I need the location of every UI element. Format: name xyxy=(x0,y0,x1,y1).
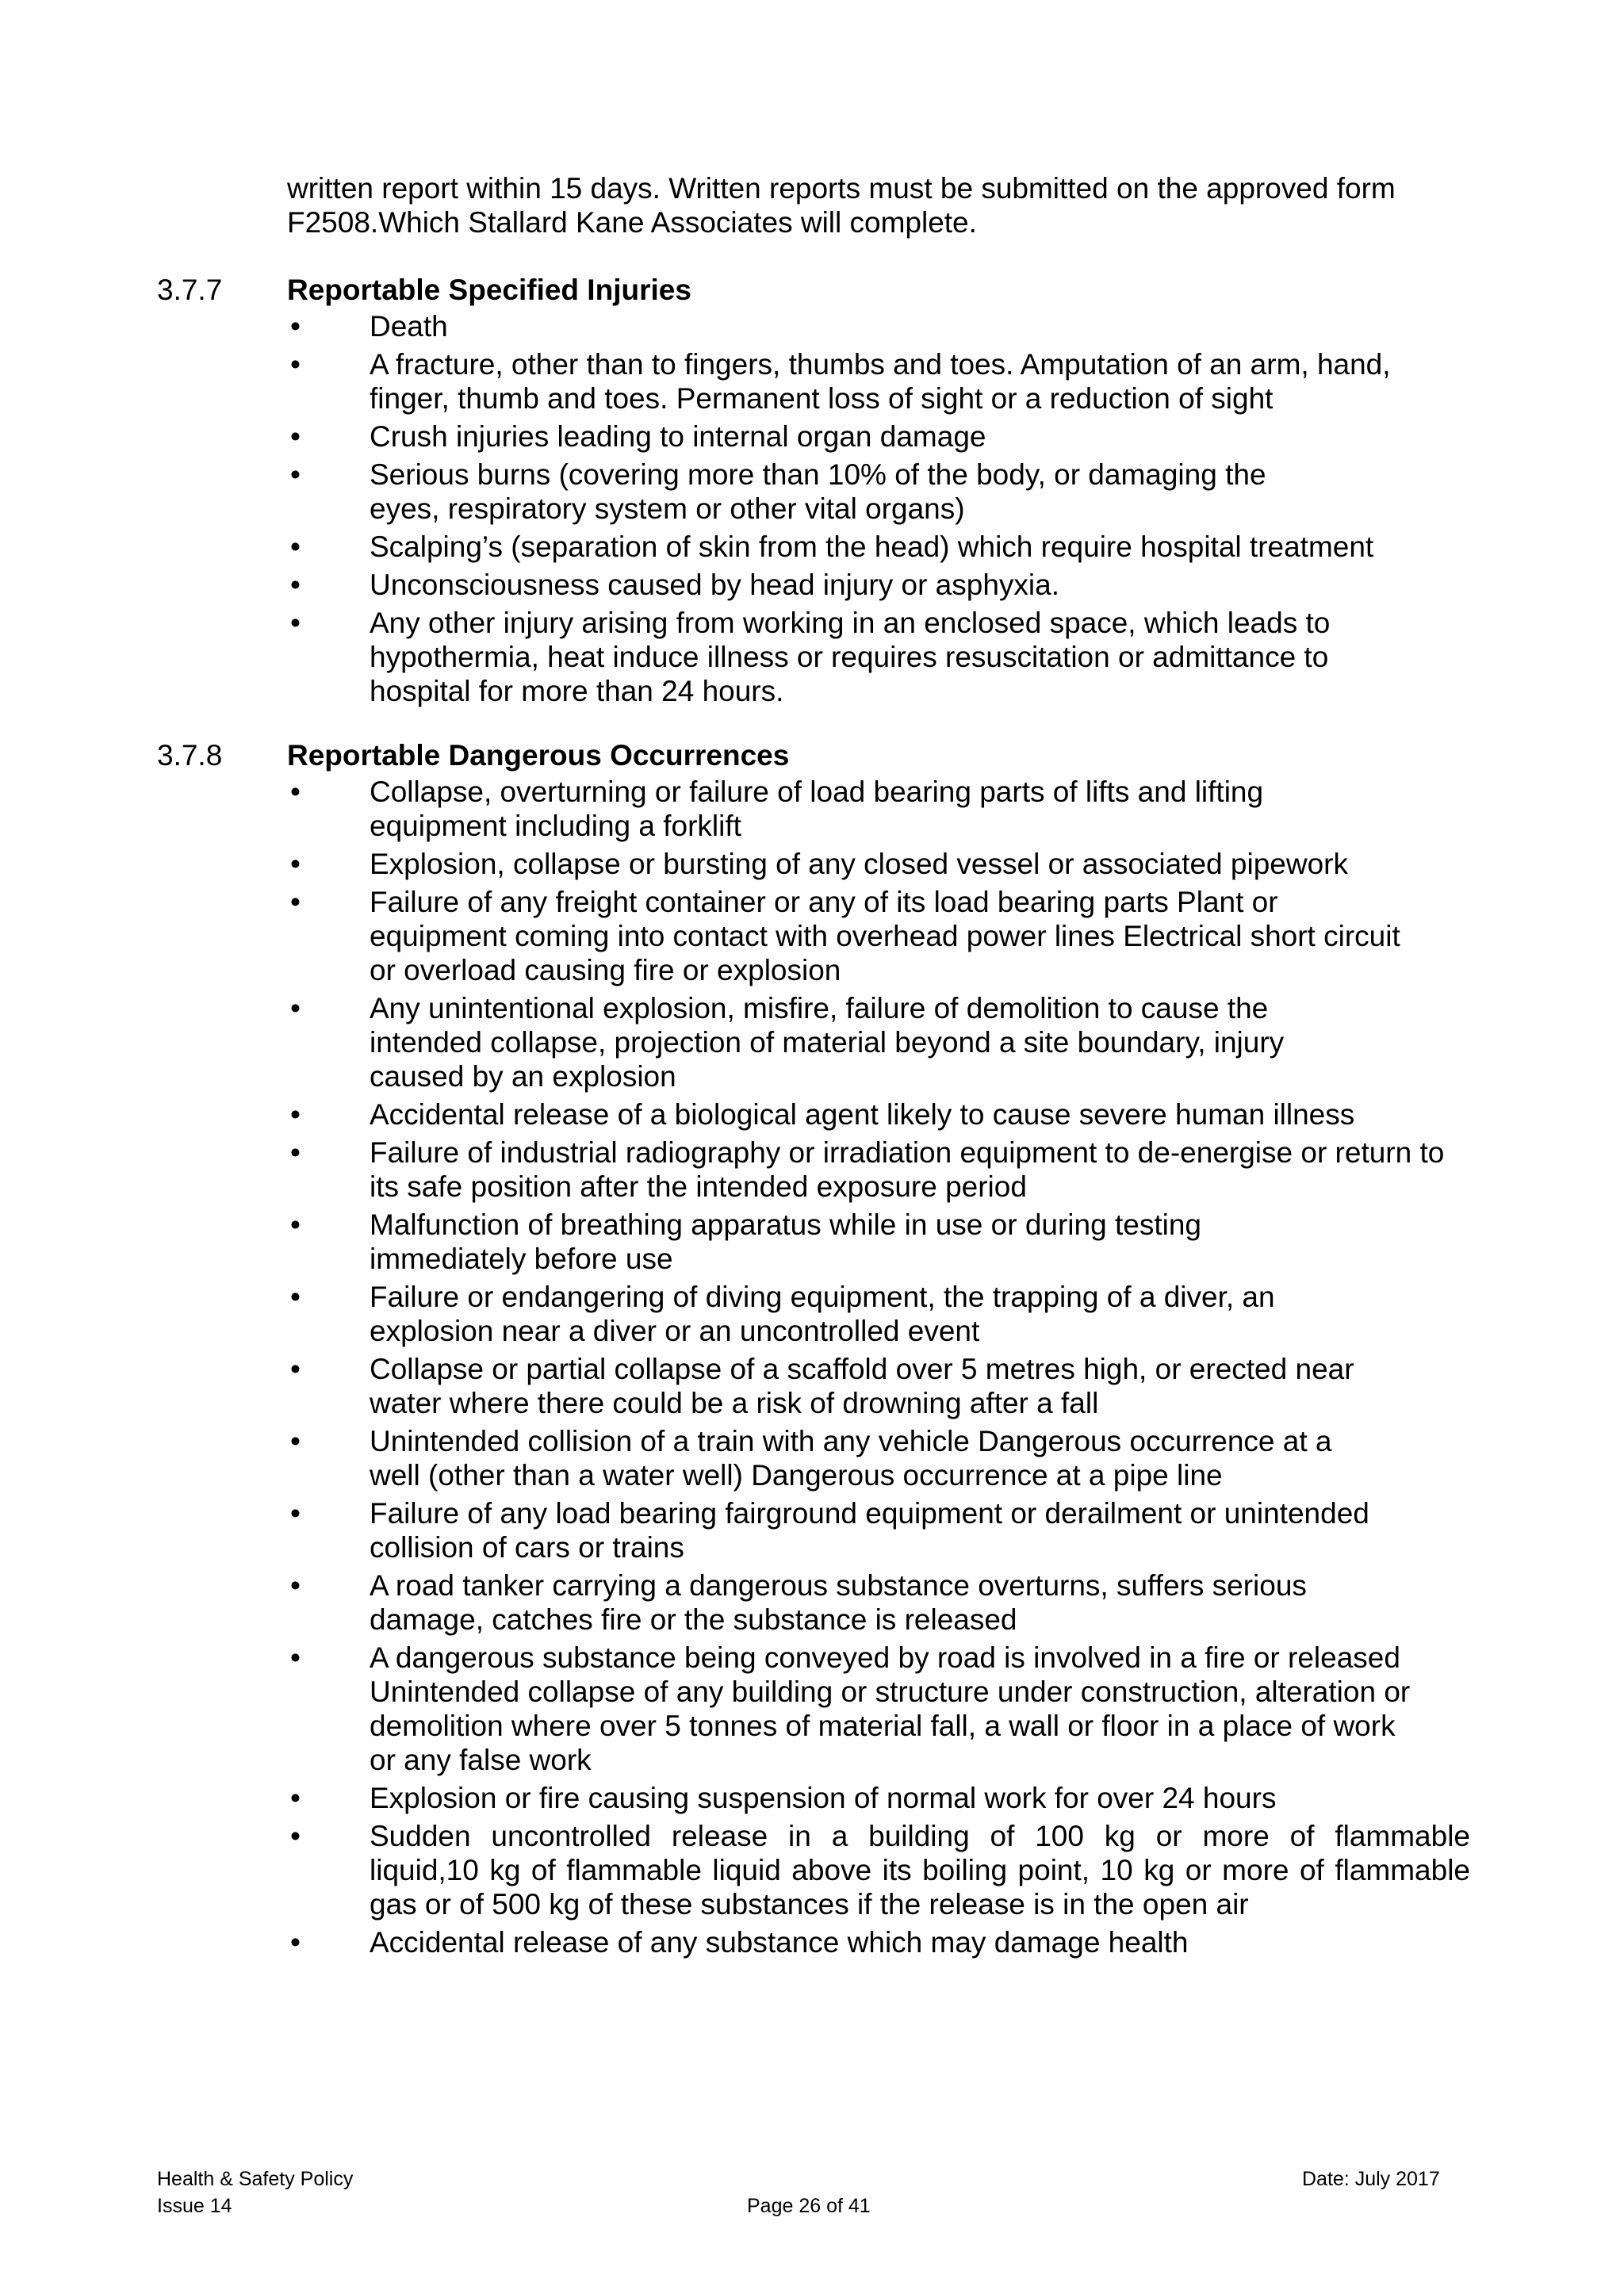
list-item-line: water where there could be a risk of drowning after a fall xyxy=(370,1387,1099,1419)
bullet-icon: • xyxy=(290,1820,301,1852)
list-item-text xyxy=(370,1568,1505,1637)
bullet-icon: • xyxy=(290,569,301,601)
intro-paragraph xyxy=(287,171,1477,239)
list-item xyxy=(157,1136,1505,1204)
bullet-icon: • xyxy=(290,1782,301,1814)
list-item-line: or overload causing fire or explosion xyxy=(370,954,841,986)
list-item-line: its safe position after the intended exposure period xyxy=(370,1170,1027,1203)
list-item-line: A fracture, other than to fingers, thumbs and toes. Amputation of an arm, hand, xyxy=(370,348,1391,381)
bullet-icon: • xyxy=(290,848,301,880)
list-item-text xyxy=(370,885,1505,987)
section-number: 3.7.7 xyxy=(157,274,223,306)
list-item xyxy=(157,347,1505,416)
list-item xyxy=(157,458,1505,526)
bullet-icon: • xyxy=(290,1136,301,1169)
list-item-line: Unintended collision of a train with any vehicle Dangerous occurrence at a xyxy=(370,1425,1332,1457)
list-item-line: Serious burns (covering more than 10% of the body, or damaging the xyxy=(370,458,1266,491)
list-item-line: equipment coming into contact with overhead power lines Electrical short circuit xyxy=(370,920,1400,952)
list-item xyxy=(157,419,1505,454)
section-dangerous-occurrences xyxy=(157,738,1505,1963)
list-item-text xyxy=(370,775,1505,843)
list-item-line: hospital for more than 24 hours. xyxy=(370,675,784,707)
bullet-icon: • xyxy=(290,607,301,639)
list-item xyxy=(157,1280,1505,1348)
list-item-line: Collapse or partial collapse of a scaffold over 5 metres high, or erected near xyxy=(370,1353,1354,1385)
list-item xyxy=(157,885,1505,987)
list-item-text xyxy=(370,1352,1505,1420)
list-item-line: Scalping’s (separation of skin from the head) which require hospital treatment xyxy=(370,530,1374,563)
list-item xyxy=(157,775,1505,843)
list-item xyxy=(157,1208,1505,1276)
bullet-icon: • xyxy=(290,1641,301,1674)
list-item-line: eyes, respiratory system or other vital organs) xyxy=(370,492,965,525)
section-heading xyxy=(157,738,1505,775)
list-item-text xyxy=(370,1496,1505,1564)
section-heading xyxy=(157,273,1505,309)
list-item-line: Death xyxy=(370,310,448,343)
list-item-line: explosion near a diver or an uncontrolled event xyxy=(370,1315,980,1347)
bullet-icon: • xyxy=(290,458,301,491)
list-item-line: Accidental release of a biological agent likely to cause severe human illness xyxy=(370,1098,1355,1131)
list-item xyxy=(157,847,1505,881)
list-item-line: Explosion or fire causing suspension of normal work for over 24 hours xyxy=(370,1782,1277,1814)
list-item-line: collision of cars or trains xyxy=(370,1531,684,1564)
bullet-icon: • xyxy=(290,1208,301,1241)
list-item-text xyxy=(370,1136,1505,1204)
list-item-line: hypothermia, heat induce illness or requires resuscitation or admittance to xyxy=(370,641,1329,673)
list-item-line: well (other than a water well) Dangerous occurrence at a pipe line xyxy=(370,1459,1223,1492)
bullet-icon: • xyxy=(290,420,301,453)
list-item-line: A dangerous substance being conveyed by road is involved in a fire or released xyxy=(370,1641,1400,1674)
footer-issue: Issue 14 xyxy=(157,2195,232,2217)
bullet-list xyxy=(157,775,1505,1959)
list-item-line: Accidental release of any substance which may damage health xyxy=(370,1926,1189,1959)
list-item xyxy=(157,1424,1505,1492)
list-item-text xyxy=(370,309,1505,343)
list-item-text xyxy=(370,1208,1505,1276)
list-item xyxy=(157,530,1505,564)
list-item-line: Collapse, overturning or failure of load bearing parts of lifts and lifting xyxy=(370,776,1264,808)
list-item-line: Failure of any freight container or any of its load bearing parts Plant or xyxy=(370,886,1278,918)
footer-date: Date: July 2017 xyxy=(1302,2168,1440,2190)
list-item-line: Any unintentional explosion, misfire, failure of demolition to cause the xyxy=(370,992,1269,1024)
list-item-text xyxy=(370,1097,1505,1132)
list-item-line: damage, catches fire or the substance is released xyxy=(370,1603,1017,1636)
section-specified-injuries xyxy=(157,273,1505,712)
list-item-text xyxy=(370,1925,1505,1959)
list-item xyxy=(157,1352,1505,1420)
list-item-text xyxy=(370,568,1505,602)
list-item-text xyxy=(370,530,1505,564)
section-number: 3.7.8 xyxy=(157,739,223,772)
list-item-line: or any false work xyxy=(370,1744,592,1776)
list-item-line: caused by an explosion xyxy=(370,1060,676,1093)
bullet-icon: • xyxy=(290,1926,301,1959)
list-item-text xyxy=(370,458,1505,526)
bullet-icon: • xyxy=(290,1281,301,1313)
list-item-line: finger, thumb and toes. Permanent loss of sight or a reduction of sight xyxy=(370,382,1274,415)
list-item-line: liquid,10 kg of flammable liquid above its boiling point, 10 kg or more of flammable xyxy=(370,1854,1470,1886)
list-item-text xyxy=(370,847,1505,881)
list-item-text xyxy=(370,1819,1505,1921)
bullet-list xyxy=(157,309,1505,708)
list-item-text xyxy=(370,1641,1505,1777)
list-item xyxy=(157,1925,1505,1959)
list-item-line: demolition where over 5 tonnes of material fall, a wall or floor in a place of work xyxy=(370,1710,1396,1742)
list-item-line: Failure of industrial radiography or irradiation equipment to de-energise or return to xyxy=(370,1136,1445,1169)
list-item-line: Sudden uncontrolled release in a building of 100 kg or more of flammable xyxy=(370,1820,1470,1852)
list-item-line: immediately before use xyxy=(370,1243,673,1275)
section-title: Reportable Dangerous Occurrences xyxy=(287,739,790,772)
list-item-line: Explosion, collapse or bursting of any closed vessel or associated pipework xyxy=(370,848,1348,880)
section-title: Reportable Specified Injuries xyxy=(287,274,691,306)
bullet-icon: • xyxy=(290,776,301,808)
list-item xyxy=(157,1496,1505,1564)
list-item-text xyxy=(370,1280,1505,1348)
bullet-icon: • xyxy=(290,348,301,381)
list-item xyxy=(157,1819,1505,1921)
bullet-icon: • xyxy=(290,992,301,1024)
list-item-text xyxy=(370,1781,1505,1815)
list-item-line: intended collapse, projection of material beyond a site boundary, injury xyxy=(370,1026,1285,1059)
bullet-icon: • xyxy=(290,1569,301,1602)
list-item-line: Failure of any load bearing fairground equipment or derailment or unintended xyxy=(370,1497,1369,1530)
bullet-icon: • xyxy=(290,1497,301,1530)
bullet-icon: • xyxy=(290,1425,301,1457)
list-item-line: gas or of 500 kg of these substances if the release is in the open air xyxy=(370,1888,1249,1921)
list-item-line: Failure or endangering of diving equipment, the trapping of a diver, an xyxy=(370,1281,1275,1313)
bullet-icon: • xyxy=(290,886,301,918)
list-item-line: Unconsciousness caused by head injury or asphyxia. xyxy=(370,569,1059,601)
list-item xyxy=(157,1641,1505,1777)
list-item xyxy=(157,1568,1505,1637)
footer-doc-title: Health & Safety Policy xyxy=(157,2168,354,2190)
intro-line: written report within 15 days. Written reports must be submitted on the approved form xyxy=(287,172,1396,205)
list-item xyxy=(157,1781,1505,1815)
list-item-text xyxy=(370,991,1505,1093)
list-item-line: A road tanker carrying a dangerous substance overturns, suffers serious xyxy=(370,1569,1307,1602)
list-item-line: Unintended collapse of any building or structure under construction, alteration or xyxy=(370,1676,1411,1708)
bullet-icon: • xyxy=(290,530,301,563)
list-item xyxy=(157,309,1505,343)
bullet-icon: • xyxy=(290,310,301,343)
list-item-line: Crush injuries leading to internal organ damage xyxy=(370,420,986,453)
list-item-text xyxy=(370,419,1505,454)
list-item xyxy=(157,991,1505,1093)
bullet-icon: • xyxy=(290,1353,301,1385)
bullet-icon: • xyxy=(290,1098,301,1131)
list-item-text xyxy=(370,1424,1505,1492)
list-item-line: Malfunction of breathing apparatus while in use or during testing xyxy=(370,1208,1201,1241)
list-item xyxy=(157,606,1505,708)
intro-line: F2508.Which Stallard Kane Associates will complete. xyxy=(287,206,977,239)
list-item xyxy=(157,1097,1505,1132)
list-item-line: Any other injury arising from working in an enclosed space, which leads to xyxy=(370,607,1331,639)
list-item xyxy=(157,568,1505,602)
list-item-text xyxy=(370,347,1505,416)
list-item-line: equipment including a forklift xyxy=(370,810,741,842)
list-item-text xyxy=(370,606,1505,708)
footer-page-number: Page 26 of 41 xyxy=(747,2195,871,2217)
